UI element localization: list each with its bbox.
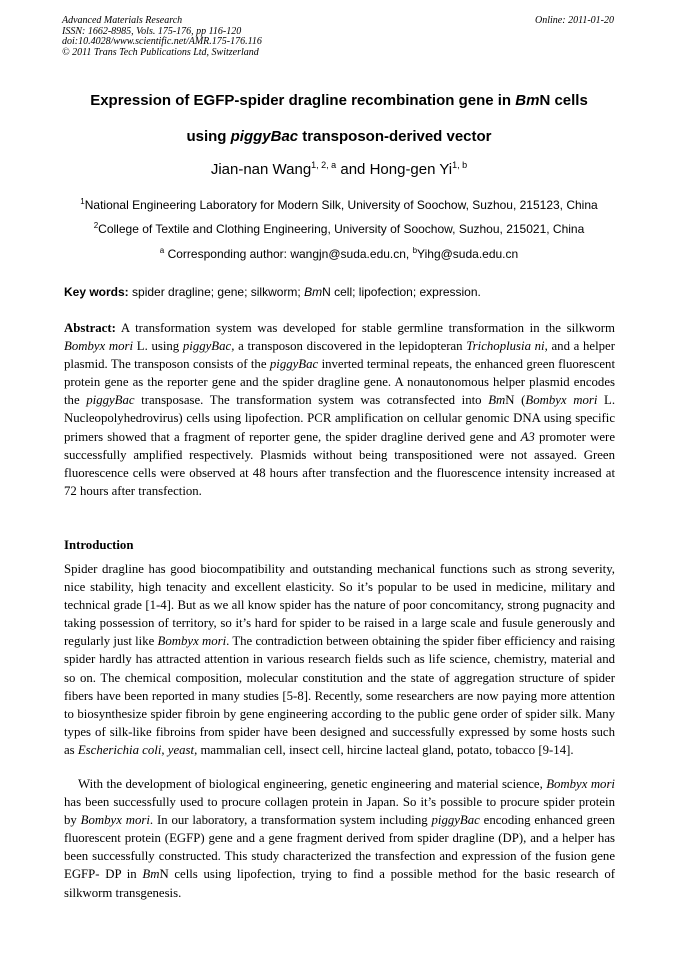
author-list: Jian-nan Wang$^{1, 2, a}$ and Hong-gen Yi$^{1, b}$ [210, 160, 468, 178]
paper-title-line-1: Expression of EGFP-spider dragline recombination gene in BmN cells [90, 92, 588, 109]
keywords: Key words: spider dragline; gene; silkworm; BmN cell; lipofection; expression. [64, 285, 481, 299]
online-date: Online: 2011-01-20 [535, 15, 614, 26]
publication-info [62, 16, 262, 58]
doi-line: doi:10.4028/www.scientific.net/AMR.175-176.116 [62, 36, 262, 47]
author-name: Hong-gen Yi [369, 161, 453, 178]
author-name: Jian-nan Wang [210, 161, 312, 178]
copyright-line: © 2011 Trans Tech Publications Ltd, Switzerland [62, 46, 259, 58]
section-heading-introduction: Introduction [64, 538, 134, 552]
issn-line: ISSN: 1662-8985, Vols. 175-176, pp 116-120 [62, 25, 242, 37]
introduction-paragraph-1: Spider dragline has good biocompatibility and outstanding mechanical functions such as strong severity, nice stability, high tenacity and excellent elasticity. So it’s popular to be used in medicine, military and technical grade [1-4]. But as we all know spider has the nature of poor concomitancy, strong pugnacity and taking possession of territory, so it’s hard for spider to be raised in a large scale and fusule generously and regularly just like Bombyx mori. The contradiction between obtaining the spider fiber efficiency and raising spider hardly has attracted attention in various research fields such as life science, chemistry, material and so on. The chemical composition, molecular constitution and the state of aggregation structure of spider fibers have been reported in many studies [5-8]. Recently, some researchers are now paying more attention to biosynthesize spider fibroin by gene engineering according to the public gene order of spider silk. Many types of silk-like fibroins from spider have been designed and successfully expressed by some hosts such as Escherichia coli, yeast, mammalian cell, insect cell, hircine lacteal gland, potato, tobacco [9-14]. [64, 562, 615, 757]
affiliation-2: $^2$College of Textile and Clothing Engineering, University of Soochow, Suzhou, 215021, China [93, 221, 585, 236]
abstract: Abstract: A transformation system was developed for stable germline transformation in the silkworm Bombyx mori L. using piggyBac, a transposon discovered in the lepidopteran Trichoplusia ni, and a helper plasmid. The transposon consists of the piggyBac inverted terminal repeats, the enhanced green fluorescent protein gene as the reporter gene and the spider dragline gene. A nonautonomous helper plasmid encodes the piggyBac transposase. The transformation system was cotransfected into BmN (Bombyx mori L. Nucleopolyhedrovirus) cells using lipofection. PCR amplification on cellular genomic DNA using specific primers showed that a fragment of reporter gene, the spider dragline derived gene and A3 promoter were successfully amplified respectively. Plasmids without being transpositioned were not assayed. Green fluorescence cells were observed at 48 hours after transfection and the fluorescence intensity increased at 72 hours after transfection. [64, 321, 616, 498]
introduction-paragraph-2: With the development of biological engineering, genetic engineering and material science, Bombyx mori has been successfully used to procure collagen protein in Japan. So it’s possible to procure spider protein by Bombyx mori. In our laboratory, a transformation system including piggyBac encoding enhanced green fluorescent protein (EGFP) gene and a gene fragment derived from spider dragline (DP), and a helper has been successfully constructed. This study characterized the transfection and expression of the fusion gene EGFP- DP in BmN cells using lipofection, trying to find a possible method for the basic research of silkworm transgenesis. [64, 777, 615, 900]
journal-name: Advanced Materials Research [62, 15, 183, 26]
affiliation-1: $^1$National Engineering Laboratory for Modern Silk, University of Soochow, Suzhou, 215123, China [80, 197, 598, 212]
corresponding-author: $^a$ Corresponding author: wangjn@suda.edu.cn, $^b$Yihg@suda.edu.cn [159, 246, 519, 261]
paper-title-line-2: using piggyBac transposon-derived vector [186, 128, 492, 145]
